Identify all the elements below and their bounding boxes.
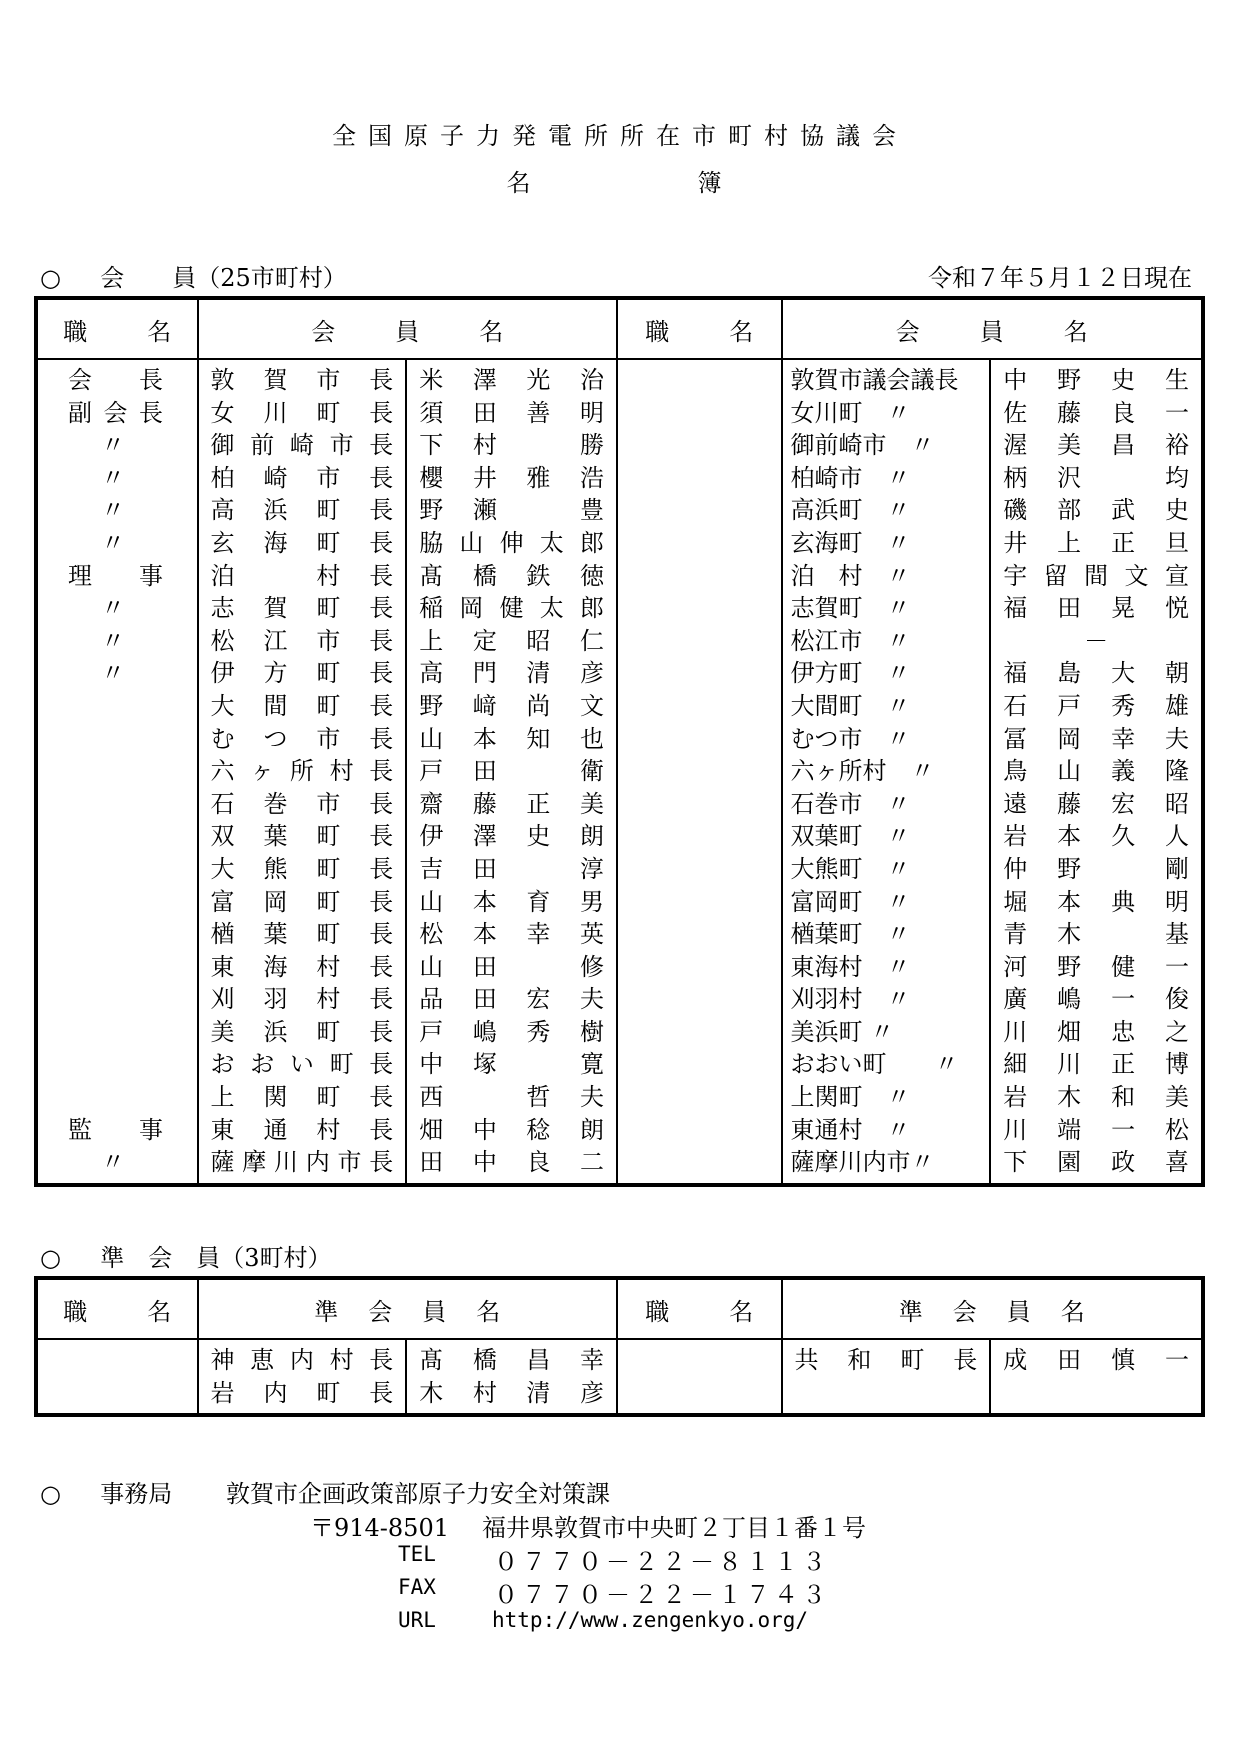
assoc-position-column-2 <box>617 1339 782 1415</box>
assoc-section-label: 準 会 員（3町村） <box>100 1244 332 1272</box>
bullet-icon: ○ <box>40 264 61 292</box>
assembly-member-name: 廣 嶋 一 俊 <box>1003 985 1189 1014</box>
member-name: 稲 岡 健 太 郎 <box>419 594 604 623</box>
member-position: 〃 <box>101 594 125 623</box>
subtitle-char-2: 簿 <box>697 169 734 197</box>
assembly-title: 薩摩川内市〃 <box>790 1148 935 1177</box>
member-position: 〃 <box>101 626 125 655</box>
member-position: 監 事 <box>68 1115 163 1144</box>
member-position <box>38 983 163 1016</box>
member-name: 伊 澤 史 朗 <box>419 822 604 851</box>
member-position <box>38 1048 163 1081</box>
assoc-table <box>34 1276 1205 1417</box>
assembly-title: 伊方町 〃 <box>790 659 911 688</box>
assembly-member-name: 冨 岡 幸 夫 <box>1003 724 1189 753</box>
assembly-member-name: 磯 部 武 史 <box>1003 496 1189 525</box>
member-position <box>38 690 163 723</box>
members-section-label: 会 員（25市町村） <box>100 264 347 292</box>
member-title: 御 前 崎 市 長 <box>210 431 394 460</box>
member-position: 副 会 長 <box>68 398 163 427</box>
assembly-member-name: 遠 藤 宏 昭 <box>1003 789 1189 818</box>
member-position <box>38 1016 163 1049</box>
member-title: 石 巻 市 長 <box>210 789 394 818</box>
assembly-title: 石巻市 〃 <box>790 789 911 818</box>
url-label: URL <box>398 1608 436 1632</box>
assembly-member-name: 青 木 基 <box>1003 920 1189 949</box>
member-name: 高 門 清 彦 <box>419 659 604 688</box>
member-title: 富 岡 町 長 <box>210 887 394 916</box>
header-position-2: 職 名 <box>617 298 782 359</box>
member-title: 敦 賀 市 長 <box>210 366 394 394</box>
office-address: 福井県敦賀市中央町２丁目１番１号 <box>482 1514 866 1542</box>
member-position: 〃 <box>101 431 125 460</box>
member-title: 柏 崎 市 長 <box>210 463 394 492</box>
assembly-title: 大熊町 〃 <box>790 854 911 883</box>
assembly-title: 女川町 〃 <box>790 398 911 427</box>
assoc-title-column <box>198 1339 407 1415</box>
members-table <box>34 296 1205 1187</box>
assoc-title: 岩 内 町 長 <box>210 1378 394 1407</box>
member-name: 山 田 修 <box>419 952 604 981</box>
assembly-member-name: 川 端 一 松 <box>1003 1115 1189 1144</box>
assoc-header-member-2: 準 会 員 名 <box>782 1278 1203 1339</box>
member-name: 野 瀬 豊 <box>419 496 604 525</box>
member-title: 六 ヶ 所 村 長 <box>210 757 394 786</box>
member-title: 大 間 町 長 <box>210 691 394 720</box>
position-column <box>36 359 198 1185</box>
tel-number: ０７７０－２２－８１１３ <box>494 1548 830 1576</box>
member-title: 東 海 村 長 <box>210 952 394 981</box>
assembly-member-name: 河 野 健 一 <box>1003 952 1189 981</box>
assoc-title: 神 恵 内 村 長 <box>210 1346 394 1374</box>
member-position: 会 長 <box>68 366 163 394</box>
header-member-2: 会 員 名 <box>782 298 1203 359</box>
assembly-title: 松江市 〃 <box>790 626 911 655</box>
assembly-member-name: 石 戸 秀 雄 <box>1003 691 1189 720</box>
member-title: 志 賀 町 長 <box>210 594 394 623</box>
assembly-member-name: 鳥 山 義 隆 <box>1003 757 1189 786</box>
member-position: 〃 <box>101 528 125 557</box>
members-table-header <box>36 298 1203 359</box>
office-postal: 〒914-8501 <box>310 1514 449 1542</box>
member-title: 上 関 町 長 <box>210 1083 394 1112</box>
member-title: 薩 摩 川 内 市 長 <box>210 1148 394 1177</box>
members-section-heading <box>40 258 347 293</box>
member-title: 泊 村 長 <box>210 561 394 590</box>
assembly-title: 上関町 〃 <box>790 1083 911 1112</box>
assembly-member-name: 堀 本 典 明 <box>1003 887 1189 916</box>
assembly-title: 玄海町 〃 <box>790 528 911 557</box>
member-name: 齋 藤 正 美 <box>419 789 604 818</box>
assembly-title: 東海村 〃 <box>790 952 911 981</box>
member-name: 野 﨑 尚 文 <box>419 691 604 720</box>
member-title: む つ 市 長 <box>210 724 394 753</box>
assembly-title: 高浜町 〃 <box>790 496 911 525</box>
assembly-title: 東通村 〃 <box>790 1115 911 1144</box>
member-name: 田 中 良 二 <box>419 1148 604 1177</box>
assembly-title: むつ市 〃 <box>790 724 911 753</box>
member-position <box>38 853 163 886</box>
member-name: 下 村 勝 <box>419 431 604 460</box>
assoc-name: 木 村 清 彦 <box>419 1378 604 1407</box>
member-name: 松 本 幸 英 <box>419 920 604 949</box>
assembly-name-column <box>990 359 1203 1185</box>
header-member: 会 員 名 <box>198 298 617 359</box>
member-name: 畑 中 稔 朗 <box>419 1115 604 1144</box>
assembly-title: 志賀町 〃 <box>790 594 911 623</box>
member-title: 女 川 町 長 <box>210 398 394 427</box>
assoc-table-body <box>36 1339 1203 1415</box>
subtitle-char-1: 名 <box>506 169 543 197</box>
office-label: 事務局 <box>100 1480 173 1508</box>
bullet-icon: ○ <box>40 1244 61 1272</box>
assembly-member-name: 岩 本 久 人 <box>1003 822 1189 851</box>
assoc-name-column <box>406 1339 617 1415</box>
member-title: 楢 葉 町 長 <box>210 920 394 949</box>
member-name: 戸 嶋 秀 樹 <box>419 1017 604 1046</box>
member-name: 山 本 知 也 <box>419 724 604 753</box>
member-name-column <box>406 359 617 1185</box>
member-title: 伊 方 町 長 <box>210 659 394 688</box>
member-position <box>38 820 163 853</box>
assembly-member-name: 佐 藤 良 一 <box>1003 398 1189 427</box>
tel-label: TEL <box>398 1542 436 1566</box>
assoc-header-member: 準 会 員 名 <box>198 1278 617 1339</box>
member-position <box>38 788 163 821</box>
member-title: 東 通 村 長 <box>210 1115 394 1144</box>
assembly-member-name: 渥 美 昌 裕 <box>1003 431 1189 460</box>
assembly-member-name: 福 島 大 朝 <box>1003 659 1189 688</box>
member-name: 櫻 井 雅 浩 <box>419 463 604 492</box>
assembly-title: 双葉町 〃 <box>790 822 911 851</box>
assembly-member-name: 下 園 政 喜 <box>1003 1148 1189 1177</box>
assoc-position-column <box>36 1339 198 1415</box>
assembly-title: 柏崎市 〃 <box>790 463 911 492</box>
as-of-date: 令和７年５月１２日現在 <box>928 264 1192 292</box>
assoc-name: 髙 橋 昌 幸 <box>419 1346 604 1374</box>
assembly-title: 敦賀市議会議長 <box>790 366 959 394</box>
member-position: 〃 <box>101 659 125 688</box>
member-position: 〃 <box>101 496 125 525</box>
fax-label: FAX <box>398 1575 436 1599</box>
member-name: 米 澤 光 治 <box>419 366 604 394</box>
document-title: 全国原子力発電所所在市町村協議会 <box>332 122 908 150</box>
member-name: 脇 山 伸 太 郎 <box>419 528 604 557</box>
assembly-title: 泊 村 〃 <box>790 561 911 590</box>
assoc-header-position: 職 名 <box>36 1278 198 1339</box>
document-subtitle <box>0 163 1240 198</box>
member-name: 山 本 育 男 <box>419 887 604 916</box>
member-name: 髙 橋 鉄 徳 <box>419 561 604 590</box>
assembly-member-name: 福 田 晃 悦 <box>1003 594 1189 623</box>
assembly-title: 御前崎市 〃 <box>790 431 935 460</box>
member-name: 戸 田 衛 <box>419 757 604 786</box>
assembly-member-name: 仲 野 剛 <box>1003 854 1189 883</box>
position-column-2 <box>617 359 782 1185</box>
assoc-section-heading <box>40 1238 332 1273</box>
assoc-title-2: 共 和 町 長 <box>794 1346 978 1374</box>
member-title: 刈 羽 村 長 <box>210 985 394 1014</box>
header-position: 職 名 <box>36 298 198 359</box>
member-title: 大 熊 町 長 <box>210 854 394 883</box>
assembly-member-name: 宇 留 間 文 宣 <box>1003 561 1189 590</box>
member-title: 美 浜 町 長 <box>210 1017 394 1046</box>
assembly-title: 刈羽村 〃 <box>790 985 911 1014</box>
assembly-member-name: 川 畑 忠 之 <box>1003 1017 1189 1046</box>
member-title: 高 浜 町 長 <box>210 496 394 525</box>
assembly-member-name: 細 川 正 博 <box>1003 1050 1189 1079</box>
assoc-name-column-2 <box>990 1339 1203 1415</box>
assembly-title: 六ヶ所村 〃 <box>790 757 935 786</box>
bullet-icon: ○ <box>40 1480 61 1508</box>
assembly-member-name: 井 上 正 旦 <box>1003 528 1189 557</box>
office-dept: 敦賀市企画政策部原子力安全対策課 <box>226 1480 610 1508</box>
member-position <box>38 755 163 788</box>
members-table-body <box>36 359 1203 1185</box>
assembly-title: おおい町 〃 <box>790 1050 959 1079</box>
assoc-name-2: 成 田 慎 一 <box>1003 1346 1189 1374</box>
assembly-title: 富岡町 〃 <box>790 887 911 916</box>
assoc-header-position-2: 職 名 <box>617 1278 782 1339</box>
member-name: 中 塚 寛 <box>419 1050 604 1079</box>
member-name: 須 田 善 明 <box>419 398 604 427</box>
url-link[interactable]: http://www.zengenkyo.org/ <box>492 1608 809 1632</box>
member-title-column <box>198 359 407 1185</box>
member-name: 品 田 宏 夫 <box>419 985 604 1014</box>
member-position <box>38 918 163 951</box>
member-name: 吉 田 淳 <box>419 854 604 883</box>
member-position: 〃 <box>101 463 125 492</box>
assembly-member-name: 中 野 史 生 <box>1003 366 1189 394</box>
member-position <box>38 723 163 756</box>
member-name: 西 哲 夫 <box>419 1083 604 1112</box>
assembly-member-name: 柄 沢 均 <box>1003 463 1189 492</box>
assembly-member-name: － <box>1084 626 1109 655</box>
member-title: 玄 海 町 長 <box>210 528 394 557</box>
member-title: 松 江 市 長 <box>210 626 394 655</box>
assoc-title-column-2 <box>782 1339 991 1415</box>
assembly-title: 美浜町 〃 <box>790 1017 895 1046</box>
assembly-title: 大間町 〃 <box>790 691 911 720</box>
assembly-member-name: 岩 木 和 美 <box>1003 1083 1189 1112</box>
member-title: 双 葉 町 長 <box>210 822 394 851</box>
office-heading <box>40 1474 172 1509</box>
member-position <box>38 886 163 919</box>
member-position <box>38 951 163 984</box>
assembly-title: 楢葉町 〃 <box>790 920 911 949</box>
member-title: お お い 町 長 <box>210 1050 394 1079</box>
assoc-table-header <box>36 1278 1203 1339</box>
fax-number: ０７７０－２２－１７４３ <box>494 1581 830 1609</box>
member-position <box>38 1081 163 1114</box>
member-name: 上 定 昭 仁 <box>419 626 604 655</box>
member-position: 理 事 <box>68 561 163 590</box>
assembly-title-column <box>782 359 991 1185</box>
member-position: 〃 <box>101 1148 125 1177</box>
